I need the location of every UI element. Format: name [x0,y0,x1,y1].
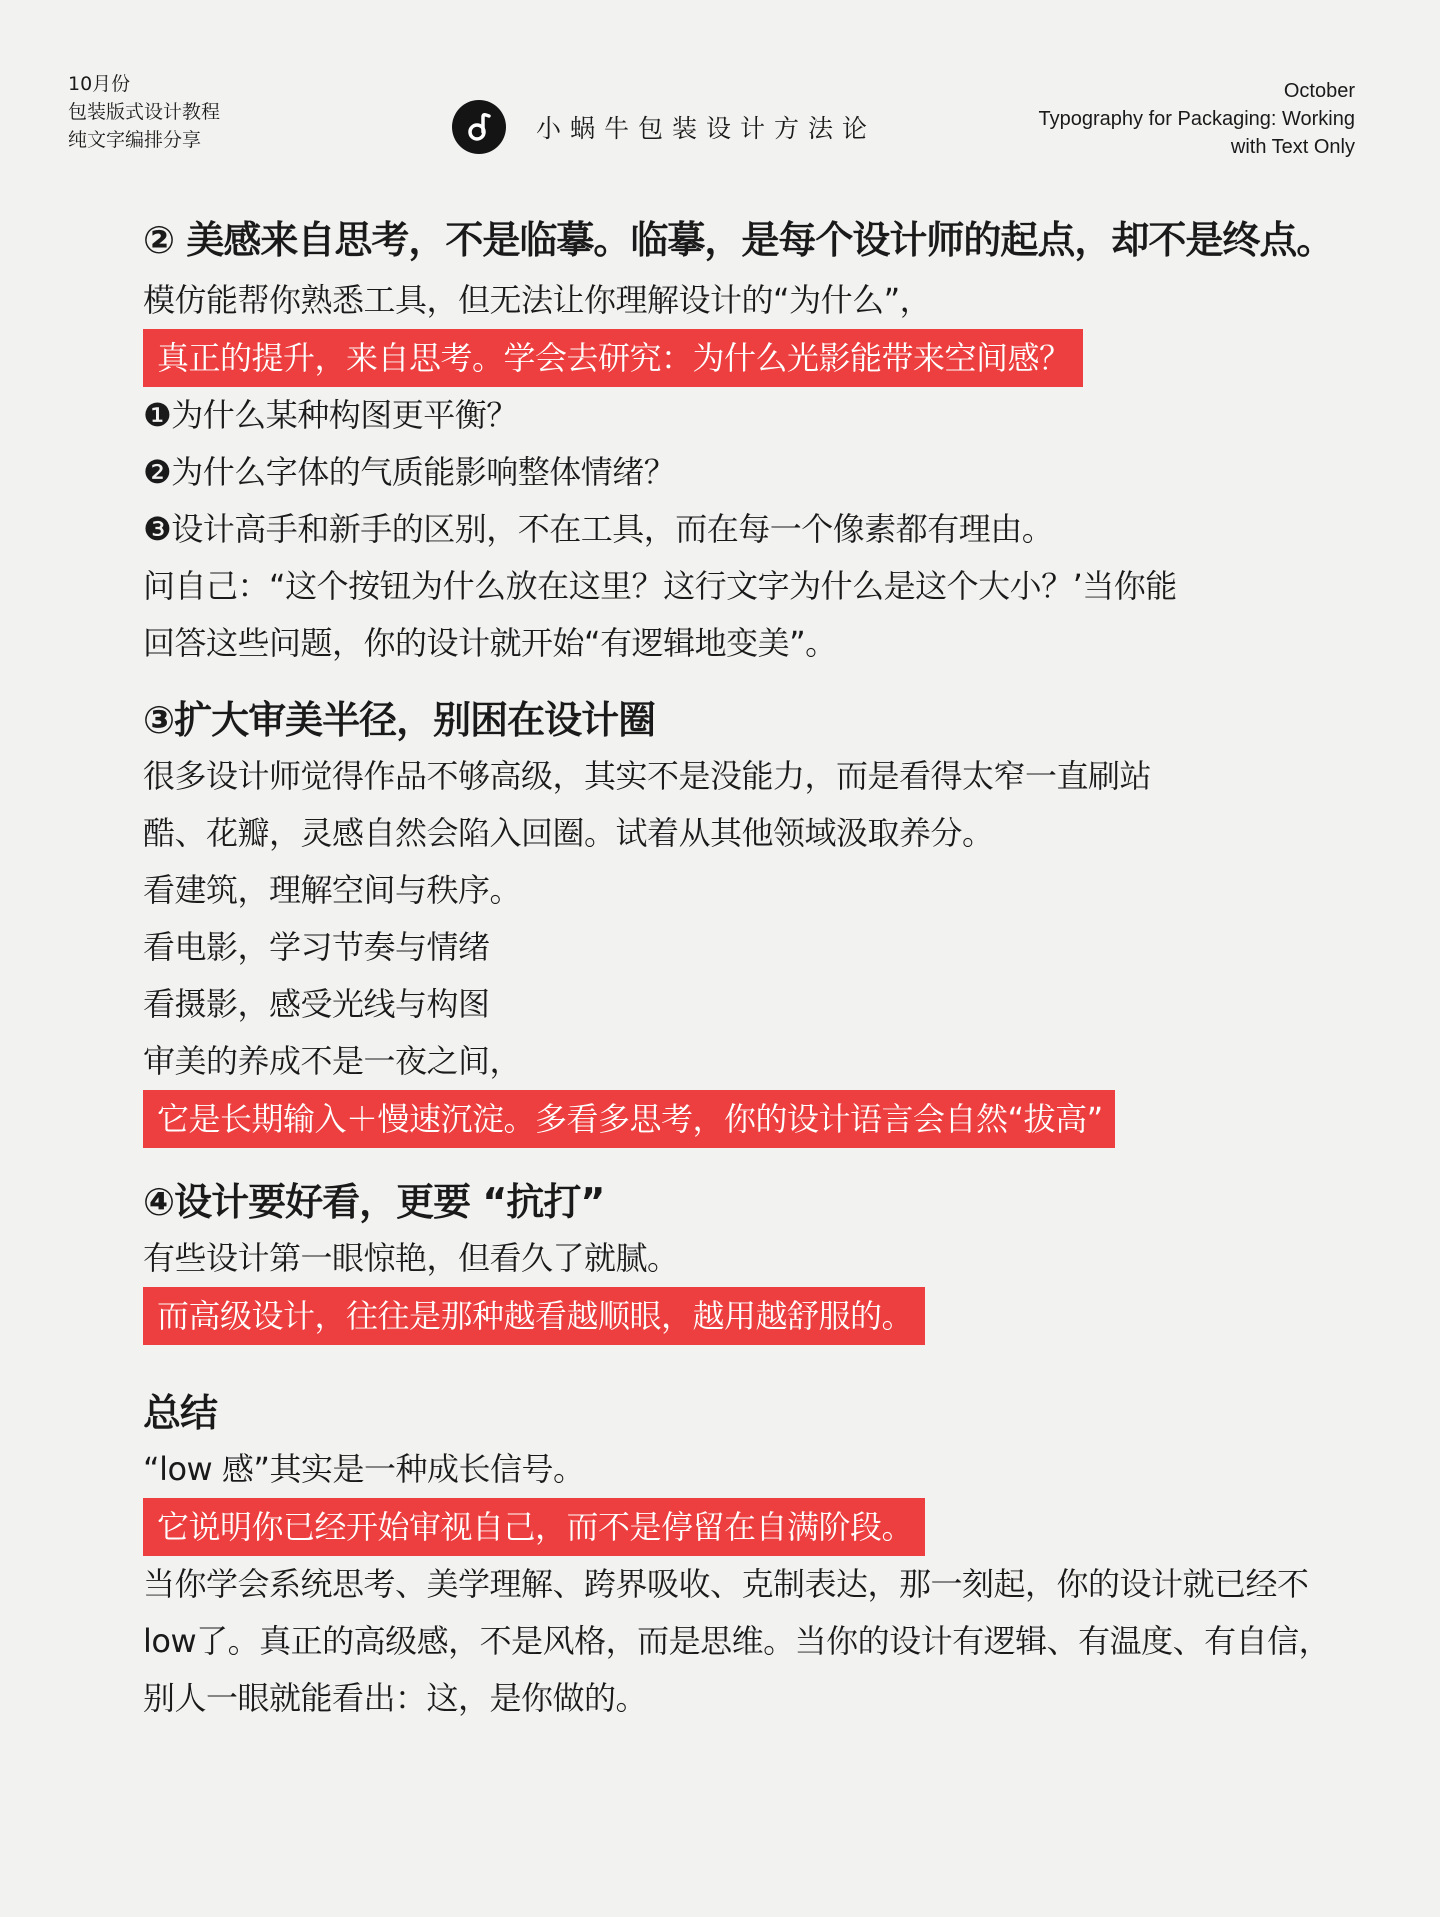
header-month-en: October [1283,80,1355,102]
music-note-logo-icon [452,100,506,154]
header-right [1039,77,1355,161]
section3-heading: ③扩大审美半径，别困在设计圈 [143,698,656,742]
summary-heading: 总结 [143,1391,218,1435]
section3-line1: 很多设计师觉得作品不够高级，其实不是没能力，而是看得太窄一直刷站 [143,757,1152,795]
section3-line3: 看建筑，理解空间与秩序。 [143,871,522,909]
brand [452,100,876,154]
summary-line1: “low 感”其实是一种成长信号。 [143,1450,585,1488]
summary-line3: low了。真正的高级感，不是风格，而是思维。当你的设计有逻辑、有温度、有自信， [143,1622,1331,1660]
section3-line5: 看摄影，感受光线与构图 [143,985,490,1023]
section2-line2: 问自己：“这个按钮为什么放在这里？这行文字为什么是这个大小？’当你能 [143,567,1177,605]
section2-heading: ② 美感来自思考，不是临摹。临摹，是每个设计师的起点，却不是终点。 [143,218,1334,262]
section2-item2: ❷为什么字体的气质能影响整体情绪？ [143,453,676,491]
header-title-en-2: with Text Only [1230,136,1355,158]
section2-line1: 模仿能帮你熟悉工具，但无法让你理解设计的“为什么”， [143,281,932,319]
section4-heading: ④设计要好看，更要 “抗打” [143,1180,605,1224]
section2-line3: 回答这些问题，你的设计就开始“有逻辑地变美”。 [143,624,837,662]
section3-line4: 看电影，学习节奏与情绪 [143,928,490,966]
header-month: 10月份 [68,73,131,95]
summary-line4: 别人一眼就能看出：这，是你做的。 [143,1679,648,1717]
header-tutorial-title: 包装版式设计教程 [68,101,221,123]
section4-line1: 有些设计第一眼惊艳，但看久了就腻。 [143,1239,679,1277]
header-left [68,70,220,154]
section2-item1: ❶为什么某种构图更平衡？ [143,396,518,434]
section3-line6: 审美的养成不是一夜之间， [143,1042,522,1080]
section2-highlight: 真正的提升，来自思考。学会去研究：为什么光影能带来空间感？ [143,329,1083,387]
header-tutorial-subtitle: 纯文字编排分享 [68,129,202,151]
section3-line2: 酷、花瓣，灵感自然会陷入回圈。试着从其他领域汲取养分。 [143,814,994,852]
section4-highlight: 而高级设计，往往是那种越看越顺眼，越用越舒服的。 [143,1287,925,1345]
header-title-en-1: Typography for Packaging: Working [1038,108,1355,130]
section2-item3: ❸设计高手和新手的区别，不在工具，而在每一个像素都有理由。 [143,510,1054,548]
section3-highlight: 它是长期输入＋慢速沉淀。多看多思考，你的设计语言会自然“拔高” [143,1090,1115,1148]
brand-name: 小蜗牛包装设计方法论 [536,114,877,143]
summary-line2: 当你学会系统思考、美学理解、跨界吸收、克制表达，那一刻起，你的设计就已经不 [143,1565,1309,1603]
article-body [143,212,1393,1727]
summary-highlight: 它说明你已经开始审视自己，而不是停留在自满阶段。 [143,1498,925,1556]
